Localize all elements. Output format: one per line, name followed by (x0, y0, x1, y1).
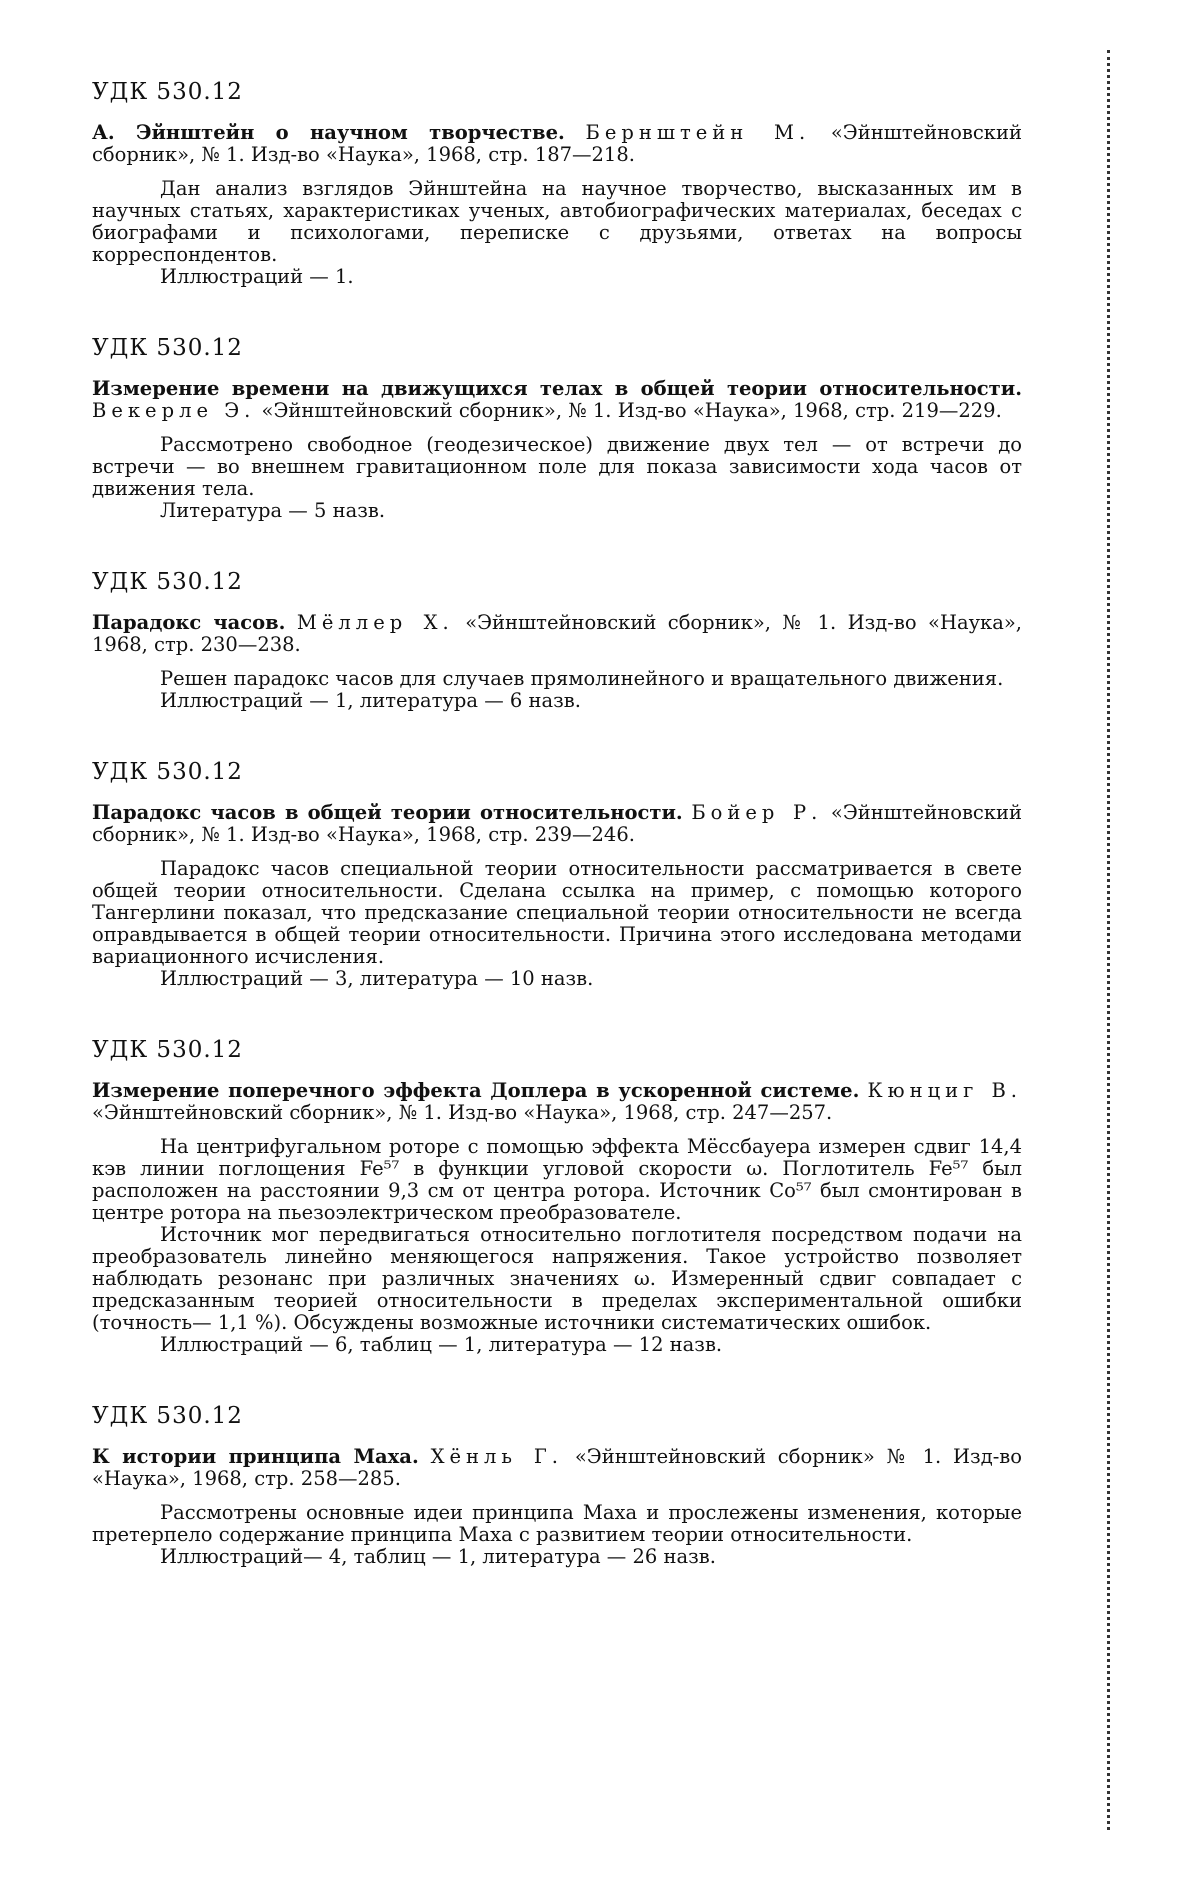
references-note: Литература — 5 назв. (160, 499, 386, 522)
source-reference: «Эйнштейновский сборник», № 1. Изд-во «Наука», 1968, стр. 247—257. (92, 1101, 833, 1124)
source-reference: «Эйнштейновский сборник», № 1. Изд-во «Наука», 1968, стр. 230—238. (92, 611, 1022, 656)
source-reference: «Эйнштейновский сборник», № 1. Изд-во «Наука», 1968, стр. 187—218. (92, 121, 1022, 166)
citation (92, 378, 1022, 422)
citation (92, 1446, 1022, 1490)
cut-line-divider (1107, 50, 1110, 1830)
abstract-paragraph: Рассмотрено свободное (геодезическое) движение двух тел — от встречи до встречи — во внешнем гравитационном поле для показа зависимости хода часов от движения тела. (92, 433, 1022, 500)
article-title: Парадокс часов. (92, 611, 286, 634)
author-name: Бойер Р. (691, 801, 823, 824)
udc-code: УДК 530.12 (92, 79, 243, 105)
abstract-page (92, 78, 1022, 1614)
abstract-paragraph: Парадокс часов специальной теории относительности рассматривается в свете общей теории относительности. Сделана ссылка на пример, с помощью которого Тангерлини показал, что предсказание специальной теории относительности не всегда оправдывается в общей теории относительности. Причина этого исследована методами вариационного исчисления. (92, 857, 1022, 968)
abstract-paragraph: Рассмотрены основные идеи принципа Маха и прослежены изменения, которые претерпело содержание принципа Маха с развитием теории относительности. (92, 1501, 1022, 1546)
udc-code: УДК 530.12 (92, 335, 243, 361)
source-reference: «Эйнштейновский сборник» № 1. Изд-во «Наука», 1968, стр. 258—285. (92, 1445, 1023, 1490)
abstract-paragraph: На центрифугальном роторе с помощью эффекта Мёссбауера измерен сдвиг 14,4 кэв линии поглощения Fe⁵⁷ в функции угловой скорости ω. Поглотитель Fe⁵⁷ был расположен на расстоянии 9,3 см от центра ротора. Источник Co⁵⁷ был смонтирован в центре ротора на пьезоэлектрическом преобразователе. (92, 1135, 1022, 1224)
source-reference: «Эйнштейновский сборник», № 1. Изд-во «Наука», 1968, стр. 219—229. (261, 399, 1002, 422)
abstract-paragraph: Источник мог передвигаться относительно поглотителя посредством подачи на преобразователь линейно меняющегося напряжения. Такое устройство позволяет наблюдать резонанс при различных значениях ω. Измеренный сдвиг совпадает с предсказанным теорией относительности в пределах экспериментальной ошибки (точность— 1,1 %). Обсуждены возможные источники систематических ошибок. (92, 1223, 1022, 1334)
citation (92, 122, 1022, 166)
author-name: Бернштейн М. (585, 121, 811, 144)
abstract-entry-4 (92, 758, 1022, 990)
abstract-entry-1 (92, 78, 1022, 288)
udc-code: УДК 530.12 (92, 759, 243, 785)
citation (92, 1080, 1022, 1124)
abstract-entry-2 (92, 334, 1022, 522)
article-title: А. Эйнштейн о научном творчестве. (92, 121, 565, 144)
abstract-entry-5 (92, 1036, 1022, 1356)
abstract-entry-3 (92, 568, 1022, 712)
figures-note: Иллюстраций — 3, литература — 10 назв. (160, 967, 594, 990)
figures-note: Иллюстраций— 4, таблиц — 1, литература — 26 назв. (160, 1545, 716, 1568)
article-title: Измерение времени на движущихся телах в общей теории относительности. (92, 377, 1022, 400)
citation (92, 802, 1022, 846)
author-name: Хёнль Г. (430, 1445, 563, 1468)
abstract-paragraph: Решен парадокс часов для случаев прямолинейного и вращательного движения. (160, 667, 1004, 690)
figures-note: Иллюстраций — 6, таблиц — 1, литература — 12 назв. (160, 1333, 723, 1356)
author-name: Векерле Э. (92, 399, 256, 422)
abstract-entry-6 (92, 1402, 1022, 1568)
figures-note: Иллюстраций — 1, литература — 6 назв. (160, 689, 581, 712)
figures-note: Иллюстраций — 1. (160, 265, 354, 288)
author-name: Мёллер Х. (296, 611, 454, 634)
author-name: Кюнциг В. (867, 1079, 1023, 1102)
article-title: Измерение поперечного эффекта Доплера в ускоренной системе. (92, 1079, 860, 1102)
udc-code: УДК 530.12 (92, 1037, 243, 1063)
abstract-paragraph: Дан анализ взглядов Эйнштейна на научное творчество, высказанных им в научных статьях, характеристиках ученых, автобиографических материалах, беседах с биографами и психологами, переписке с друзьями, ответах на вопросы корреспондентов. (92, 177, 1022, 266)
udc-code: УДК 530.12 (92, 569, 243, 595)
source-reference: «Эйнштейновский сборник», № 1. Изд-во «Наука», 1968, стр. 239—246. (92, 801, 1023, 846)
article-title: Парадокс часов в общей теории относительности. (92, 801, 683, 824)
citation (92, 612, 1022, 656)
udc-code: УДК 530.12 (92, 1403, 243, 1429)
article-title: К истории принципа Маха. (92, 1445, 419, 1468)
